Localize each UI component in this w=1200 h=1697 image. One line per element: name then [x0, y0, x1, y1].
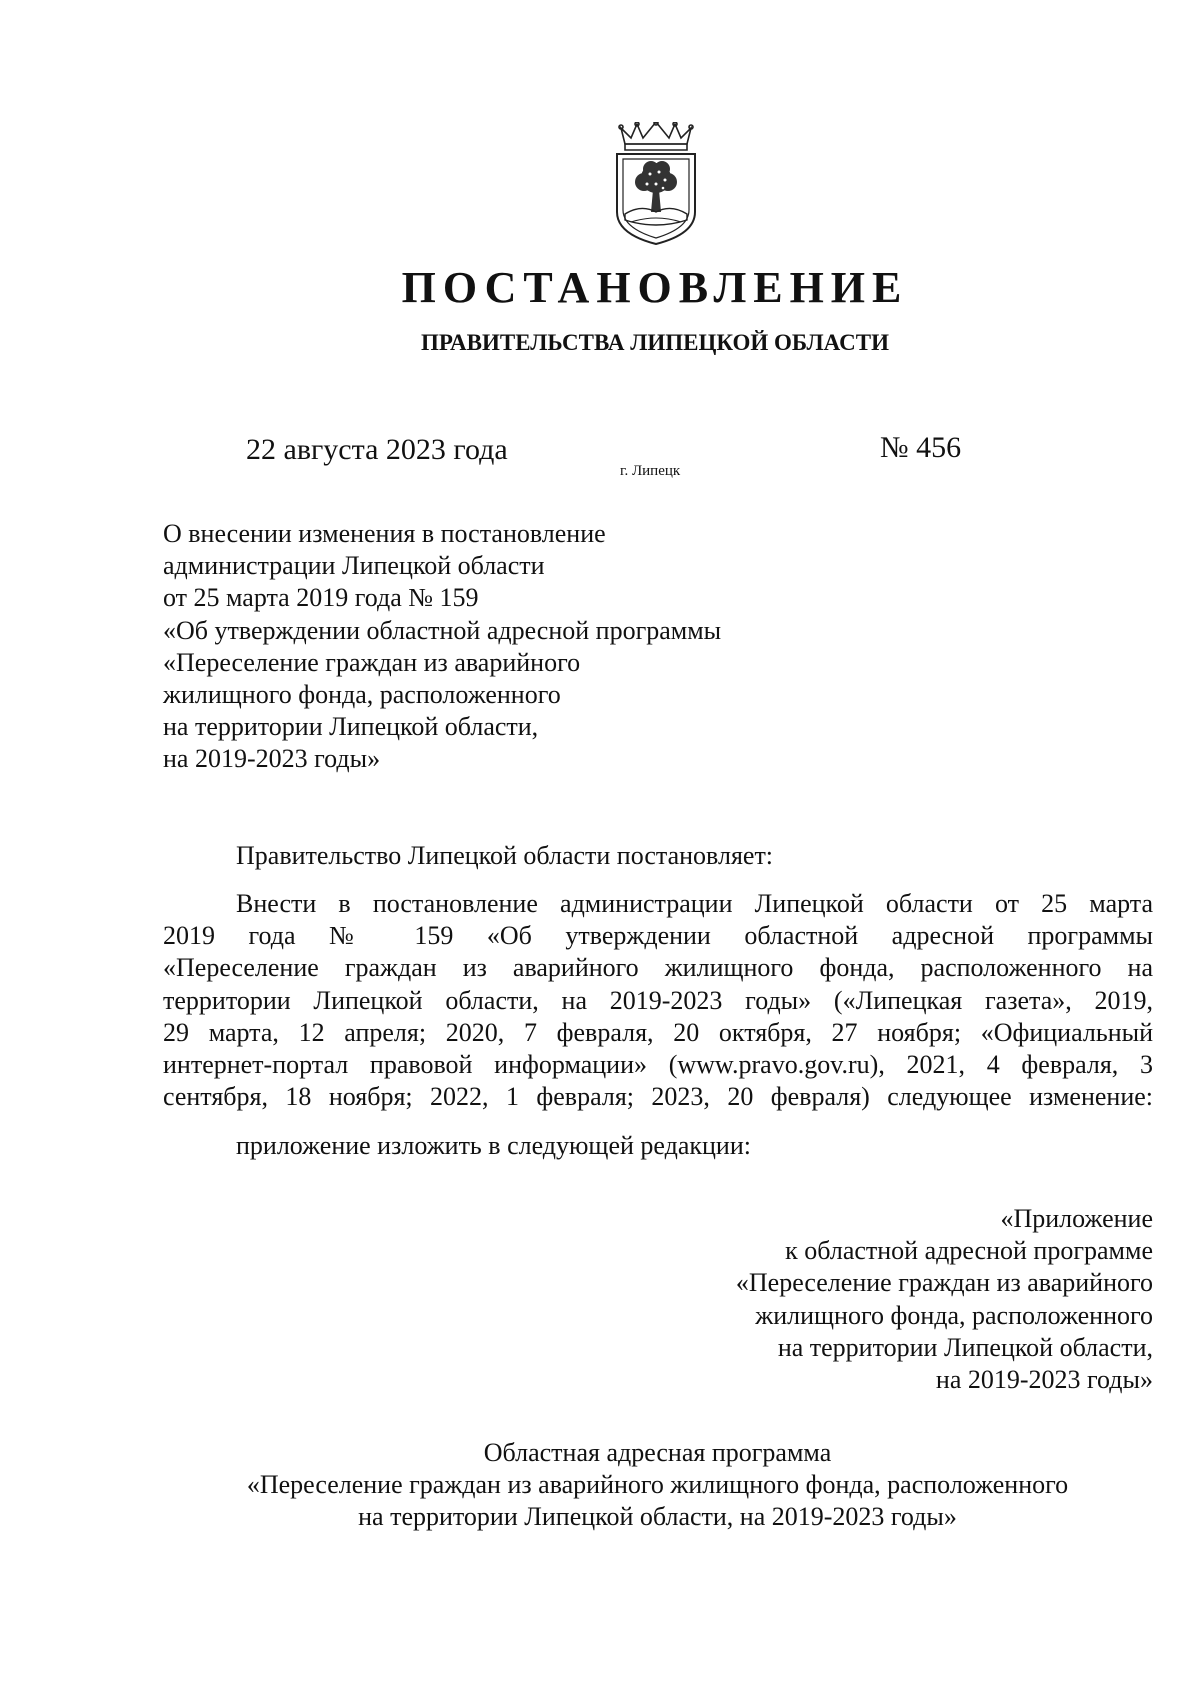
appendix-caption — [453, 1203, 1153, 1396]
heading-line: на территории Липецкой области, — [163, 712, 539, 742]
program-title — [130, 1437, 1185, 1534]
body-line: сентября, 18 ноября; 2022, 1 февраля; 2023, 20 февраля) следующее изменение: — [163, 1082, 1153, 1112]
heading-line: «Об утверждении областной адресной программы — [163, 615, 722, 645]
heading-line: жилищного фонда, расположенного — [163, 680, 561, 710]
program-line: на территории Липецкой области, на 2019-2023 годы» — [358, 1502, 957, 1532]
coat-of-arms-icon — [607, 122, 705, 246]
appendix-line: жилищного фонда, расположенного — [755, 1300, 1153, 1330]
body-line: 2019 года № 159 «Об утверждении областной адресной программы — [163, 921, 1153, 951]
body-line: 29 марта, 12 апреля; 2020, 7 февраля, 20 октября, 27 ноября; «Официальный — [163, 1017, 1153, 1047]
document-number: № 456 — [880, 431, 962, 464]
document-date: 22 августа 2023 года — [246, 433, 508, 466]
appendix-line: на 2019-2023 годы» — [935, 1365, 1153, 1395]
heading-line: О внесении изменения в постановление — [163, 519, 606, 548]
appendix-line: на территории Липецкой области, — [777, 1332, 1153, 1362]
body-line: Внести в постановление администрации Липецкой области от 25 марта — [236, 889, 1153, 918]
document-subtitle: ПРАВИТЕЛЬСТВА ЛИПЕЦКОЙ ОБЛАСТИ — [421, 330, 889, 355]
program-line: «Переселение граждан из аварийного жилищного фонда, расположенного — [246, 1470, 1069, 1500]
document-city: г. Липецк — [620, 463, 681, 479]
program-line: Областная адресная программа — [483, 1438, 832, 1467]
body-line: территории Липецкой области, на 2019-2023 годы» («Липецкая газета», 2019, — [163, 985, 1153, 1015]
resolution-apply — [163, 1130, 1153, 1162]
resolution-intro — [163, 840, 1153, 872]
heading-line: на 2019-2023 годы» — [163, 744, 381, 774]
apply-line: приложение изложить в следующей редакции: — [236, 1131, 751, 1160]
resolution-body — [163, 888, 1153, 1113]
document-title: ПОСТАНОВЛЕНИЕ — [401, 263, 909, 312]
intro-line: Правительство Липецкой области постановляет: — [236, 841, 774, 870]
body-line: интернет-портал правовой информации» (www.pravo.gov.ru), 2021, 4 февраля, 3 — [163, 1050, 1153, 1080]
document-heading — [163, 518, 863, 776]
heading-line: «Переселение граждан из аварийного — [163, 647, 581, 677]
body-line: «Переселение граждан из аварийного жилищного фонда, расположенного на — [163, 953, 1153, 983]
heading-line: от 25 марта 2019 года № 159 — [163, 583, 479, 613]
appendix-line: «Переселение граждан из аварийного — [735, 1268, 1153, 1298]
appendix-line: «Приложение — [1000, 1204, 1153, 1233]
appendix-line: к областной адресной программе — [785, 1236, 1153, 1266]
heading-line: администрации Липецкой области — [163, 551, 545, 581]
